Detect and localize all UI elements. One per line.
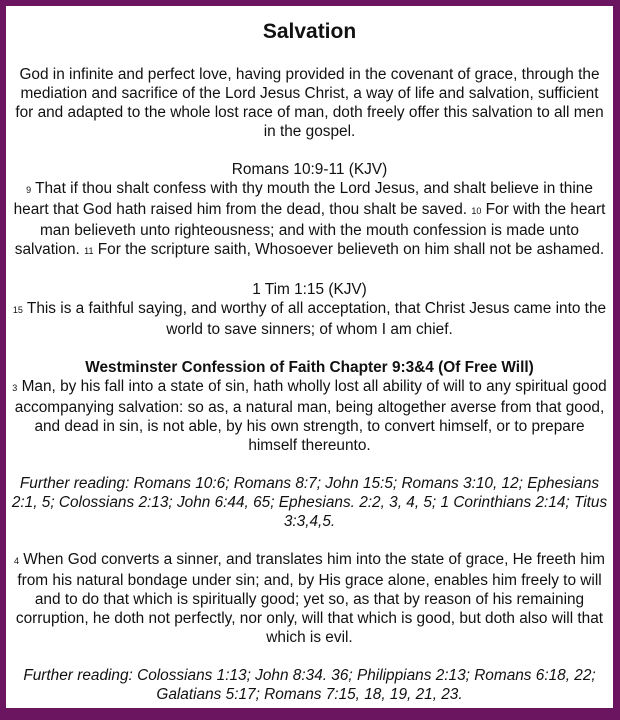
page-title: Salvation	[262, 20, 357, 43]
section-number: 3	[12, 383, 18, 393]
confession-section-4	[10, 550, 609, 647]
tim-reference: 1 Tim 1:15 (KJV)	[252, 281, 367, 298]
content-card	[6, 6, 613, 708]
verse-text: This is a faithful saying, and worthy of all acceptation, that Christ Jesus came into the world to save sinners; of whom I am chief.	[26, 300, 607, 338]
verse-number: 15	[12, 305, 23, 315]
verse-text: For with the heart man believeth unto righteousness; and with the mouth confession is made unto salvation.	[14, 201, 606, 258]
section-number: 4	[13, 556, 19, 566]
verse-text: That if thou shalt confess with thy mouth the Lord Jesus, and shalt believe in thine heart that God hath raised him from the dead, thou shalt be saved.	[13, 180, 593, 218]
further-reading-1: Further reading: Romans 10:6; Romans 8:7; John 15:5; Romans 3:10, 12; Ephesians 2:1, 5; Colossians 2:13; John 6:44, 65; Ephesians. 2:2, 3, 4, 5; 1 Corinthians 2:14; Titus 3:3,4,5.	[11, 475, 608, 530]
romans-reference: Romans 10:9-11 (KJV)	[231, 161, 388, 178]
confession-section-3	[10, 377, 609, 455]
verse-number: 11	[84, 246, 94, 256]
section-text: When God converts a sinner, and translates him into the state of grace, He freeth him from his natural bondage under sin; and, by His grace alone, enables him freely to will and to do that which is spiritually good; yet so, as that by reason of his remaining corruption, he doth not perfectly, nor only, will that which is good, but doth also will that which is evil.	[15, 551, 606, 646]
verse-number: 10	[471, 206, 482, 216]
section-text: Man, by his fall into a state of sin, hath wholly lost all ability of will to any spiritual good accompanying salvation: so as, a natural man, being altogether averse from that good, and dead in sin, is not able, by his own strength, to convert himself, or to prepare himself thereunto.	[14, 378, 607, 454]
confession-heading: Westminster Confession of Faith Chapter 9:3&4 (Of Free Will)	[85, 359, 534, 376]
romans-passage	[10, 179, 609, 261]
further-reading-2: Further reading: Colossians 1:13; John 8:34. 36; Philippians 2:13; Romans 6:18, 22; Galatians 5:17; Romans 7:15, 18, 19, 21, 23.	[23, 667, 596, 703]
verse-number: 9	[26, 185, 32, 195]
verse-text: For the scripture saith, Whosoever believeth on him shall not be ashamed.	[97, 241, 605, 258]
tim-passage	[10, 299, 609, 339]
intro-paragraph: God in infinite and perfect love, having provided in the covenant of grace, through the mediation and sacrifice of the Lord Jesus Christ, a way of life and salvation, sufficient for and adapted to the whole lost race of man, doth freely offer this salvation to all men in the gospel.	[15, 66, 604, 140]
